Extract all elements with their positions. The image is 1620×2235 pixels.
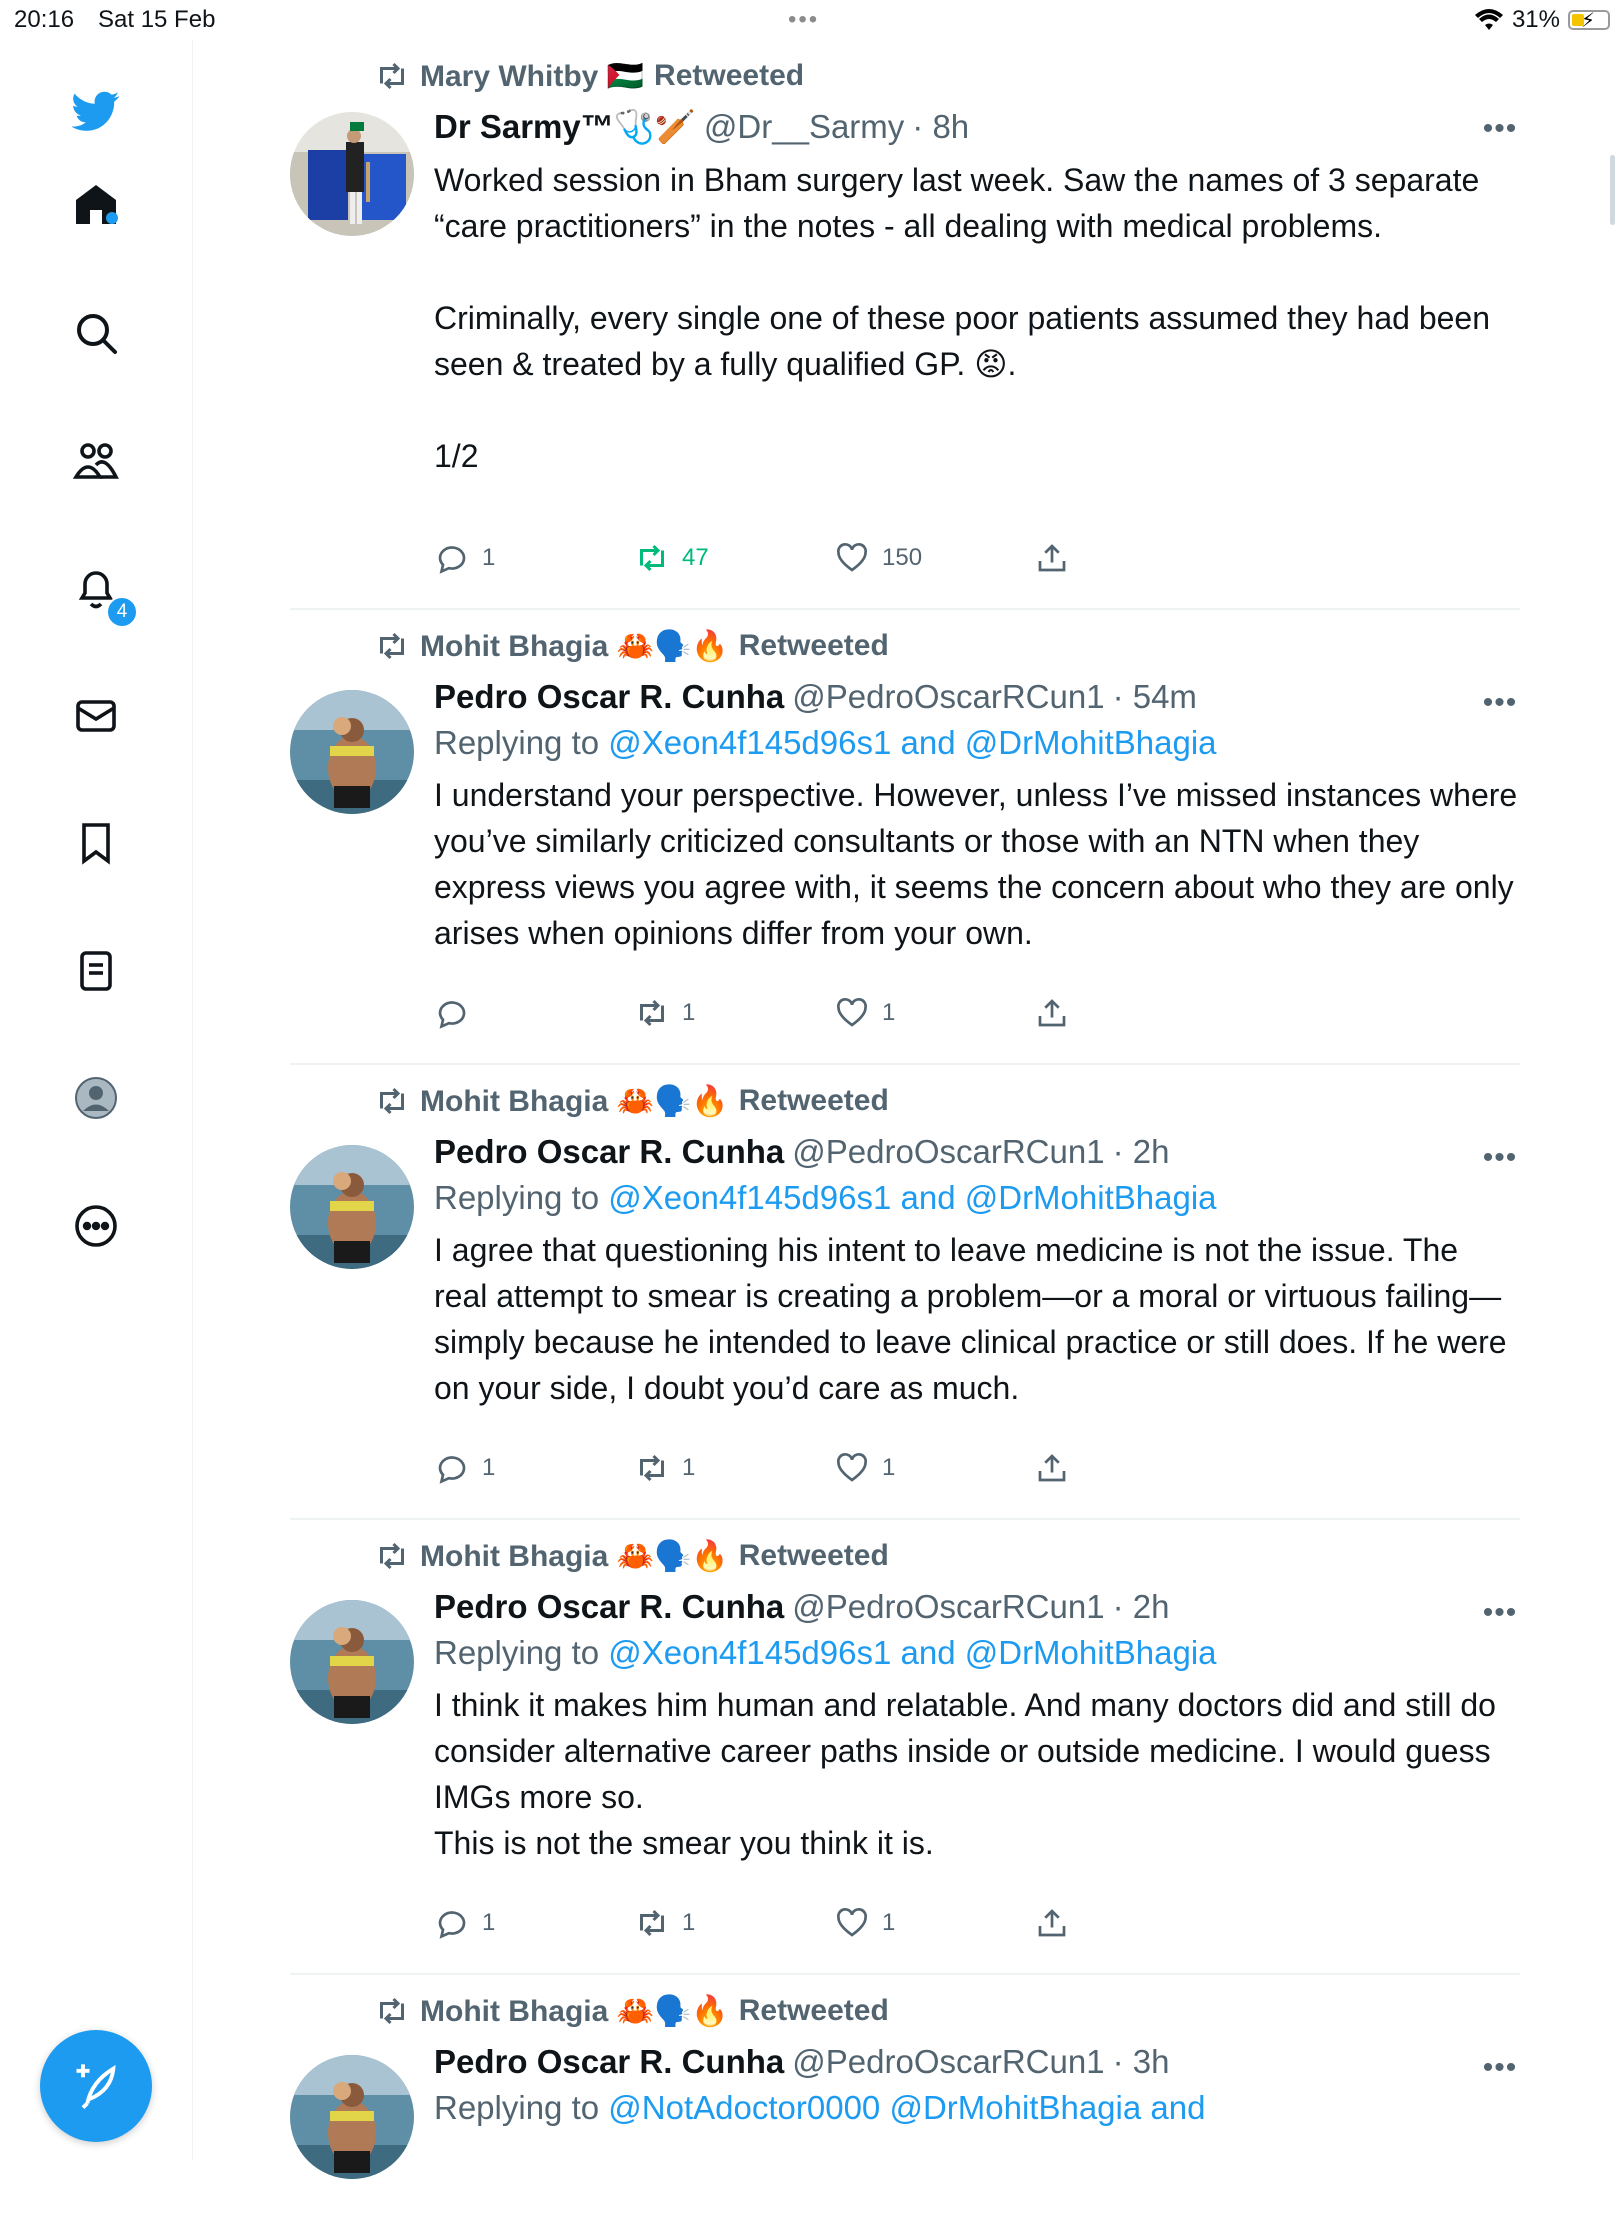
reply-button[interactable]: [434, 1905, 634, 1941]
battery-percent: 31%: [1511, 6, 1560, 33]
profile-icon[interactable]: [70, 1072, 122, 1124]
author-handle[interactable]: @PedroOscarRCun1: [792, 678, 1105, 715]
like-button[interactable]: [834, 1905, 1034, 1941]
retweet-context: [374, 1993, 889, 2029]
reply-icon: [434, 1450, 470, 1486]
like-count: 1: [882, 1909, 896, 1936]
tweet-more-icon[interactable]: •••: [1482, 1141, 1518, 1174]
reply-targets-link[interactable]: @Xeon4f145d96s1 and @DrMohitBhagia: [608, 1634, 1217, 1671]
avatar[interactable]: [290, 112, 414, 236]
reply-button[interactable]: [434, 1450, 634, 1486]
avatar[interactable]: [290, 1145, 414, 1269]
twitter-logo-icon[interactable]: [70, 85, 122, 137]
compose-icon: [70, 2060, 122, 2112]
retweet-count: 1: [682, 999, 696, 1026]
reply-count: 1: [482, 1909, 496, 1936]
tweet-actions: [434, 995, 1234, 1031]
more-icon[interactable]: [70, 1200, 122, 1252]
tweet[interactable]: [290, 1065, 1520, 1520]
tweet-time[interactable]: · 2h: [1112, 1588, 1170, 1625]
tweet-header: [434, 2043, 1520, 2081]
like-count: 150: [882, 544, 923, 571]
author-handle[interactable]: @Dr__Sarmy: [703, 108, 905, 145]
retweet-icon: [634, 540, 670, 576]
tweet-time[interactable]: · 54m: [1112, 678, 1197, 715]
like-button[interactable]: [834, 995, 1034, 1031]
tweet-content: [434, 2043, 1520, 2127]
tweet-header: [434, 108, 1520, 147]
communities-icon[interactable]: [70, 435, 122, 487]
replying-to-label: Replying to: [434, 724, 600, 761]
tweet-text: I think it makes him human and relatable. And many doctors did and still do consider alternative career paths inside or outside medicine. I would guess IMGs more so. This is not the smear you think it is.: [434, 1687, 1496, 1861]
retweet-icon: [634, 1905, 670, 1941]
replying-to-label: Replying to: [434, 1634, 600, 1671]
share-icon: [1034, 995, 1070, 1031]
tweet[interactable]: [290, 1520, 1520, 1975]
heart-icon: [834, 540, 870, 576]
status-bar: [0, 0, 1620, 40]
bookmarks-icon[interactable]: [70, 817, 122, 869]
tweet[interactable]: [290, 40, 1520, 610]
tweet-more-icon[interactable]: •••: [1482, 1596, 1518, 1629]
reply-count: 1: [482, 544, 496, 571]
reply-icon: [434, 995, 470, 1031]
replying-to: [434, 1634, 1520, 1672]
like-button[interactable]: [834, 540, 1034, 576]
reply-count: 1: [482, 1454, 496, 1481]
share-button[interactable]: [1034, 540, 1234, 576]
retweet-context: [374, 1083, 889, 1119]
retweet-button[interactable]: [634, 1450, 834, 1486]
retweet-icon: [374, 628, 410, 664]
tweet-more-icon[interactable]: •••: [1482, 112, 1518, 145]
retweet-icon: [374, 58, 410, 94]
author-handle[interactable]: @PedroOscarRCun1: [792, 1133, 1105, 1170]
retweeted-label: Retweeted: [738, 1084, 889, 1117]
wifi-icon: [1474, 8, 1504, 32]
retweet-count: 1: [682, 1909, 696, 1936]
scrollbar[interactable]: [1610, 155, 1615, 225]
retweet-context: [374, 1538, 889, 1574]
tweet-actions: [434, 1905, 1234, 1941]
tweet-header: [434, 1588, 1520, 1626]
retweeted-label: Retweeted: [654, 59, 805, 92]
lists-icon[interactable]: [70, 945, 122, 997]
retweet-button[interactable]: [634, 995, 834, 1031]
author-name[interactable]: Pedro Oscar R. Cunha: [434, 1133, 785, 1170]
tweet-more-icon[interactable]: •••: [1482, 686, 1518, 719]
sidebar: [0, 40, 193, 2160]
tweet-time[interactable]: · 2h: [1112, 1133, 1170, 1170]
reply-button[interactable]: [434, 995, 634, 1031]
messages-icon[interactable]: [70, 690, 122, 742]
retweeter-name[interactable]: Mohit Bhagia 🦀🗣️🔥: [420, 1994, 729, 2028]
retweet-button[interactable]: [634, 1905, 834, 1941]
timeline: [290, 40, 1527, 2235]
status-time: 20:16: [14, 6, 75, 33]
tweet[interactable]: [290, 1975, 1520, 2235]
status-date: Sat 15 Feb: [98, 6, 216, 33]
reply-button[interactable]: [434, 540, 634, 576]
search-icon[interactable]: [70, 307, 122, 359]
retweet-icon: [634, 1450, 670, 1486]
retweeter-name[interactable]: Mary Whitby 🇵🇸: [420, 59, 645, 93]
reply-targets-link[interactable]: @NotAdoctor0000 @DrMohitBhagia and: [608, 2089, 1206, 2126]
replying-to: [434, 724, 1520, 762]
retweeted-label: Retweeted: [738, 1539, 889, 1572]
avatar[interactable]: [290, 1600, 414, 1724]
retweet-icon: [374, 1083, 410, 1119]
replying-to: [434, 2089, 1520, 2127]
like-count: 1: [882, 999, 896, 1026]
retweeter-name[interactable]: Mohit Bhagia 🦀🗣️🔥: [420, 629, 729, 663]
reply-targets-link[interactable]: @Xeon4f145d96s1 and @DrMohitBhagia: [608, 724, 1217, 761]
avatar[interactable]: [290, 2055, 414, 2179]
retweet-count: 1: [682, 1454, 696, 1481]
author-handle[interactable]: @PedroOscarRCun1: [792, 2043, 1105, 2080]
tweet-content: [434, 678, 1527, 956]
heart-icon: [834, 995, 870, 1031]
tweet-actions: [434, 1450, 1234, 1486]
retweeter-name[interactable]: Mohit Bhagia 🦀🗣️🔥: [420, 1539, 729, 1573]
tweet-text: I understand your perspective. However, unless I’ve missed instances where you’ve similarly criticized consultants or those with an NTN when they express views you agree with, it seems the concern about who they are only arises when opinions differ from your own.: [434, 777, 1527, 951]
author-name[interactable]: Pedro Oscar R. Cunha: [434, 678, 785, 715]
retweeted-label: Retweeted: [738, 629, 889, 662]
replying-to: [434, 1179, 1520, 1217]
share-icon: [1034, 1905, 1070, 1941]
retweet-count: 47: [682, 544, 709, 571]
tweet-content: [434, 1588, 1520, 1866]
like-count: 1: [882, 1454, 896, 1481]
tweet-header: [434, 1133, 1520, 1171]
like-button[interactable]: [834, 1450, 1034, 1486]
heart-icon: [834, 1450, 870, 1486]
multitasking-dots-icon[interactable]: •••: [788, 6, 820, 33]
retweet-button[interactable]: [634, 540, 834, 576]
tweet-time[interactable]: · 3h: [1112, 2043, 1170, 2080]
retweet-context: [374, 628, 889, 664]
share-icon: [1034, 540, 1070, 576]
compose-button[interactable]: [40, 2030, 152, 2142]
author-handle[interactable]: @PedroOscarRCun1: [792, 1588, 1105, 1625]
tweet-more-icon[interactable]: •••: [1482, 2051, 1518, 2084]
retweet-icon: [374, 1993, 410, 2029]
author-name[interactable]: Pedro Oscar R. Cunha: [434, 1588, 785, 1625]
share-button[interactable]: [1034, 995, 1234, 1031]
retweet-context: [374, 58, 804, 94]
author-name[interactable]: Dr Sarmy™🩺🏏: [434, 108, 696, 145]
home-unread-dot: [106, 212, 118, 224]
tweet-time[interactable]: · 8h: [912, 108, 970, 145]
replying-to-label: Replying to: [434, 1179, 600, 1216]
reply-icon: [434, 1905, 470, 1941]
tweet-content: [434, 108, 1520, 479]
tweet-header: [434, 678, 1520, 716]
tweet-actions: [434, 540, 1234, 576]
share-icon: [1034, 1450, 1070, 1486]
tweet-text: I agree that questioning his intent to leave medicine is not the issue. The real attempt to smear is creating a problem—or a moral or virtuous failing—simply because he intended to leave clinical practice or still does. If he were on your side, I doubt you’d care as much.: [434, 1232, 1516, 1406]
tweet[interactable]: [290, 610, 1527, 1065]
retweet-icon: [374, 1538, 410, 1574]
heart-icon: [834, 1905, 870, 1941]
author-name[interactable]: Pedro Oscar R. Cunha: [434, 2043, 785, 2080]
share-button[interactable]: [1034, 1905, 1234, 1941]
share-button[interactable]: [1034, 1450, 1234, 1486]
retweeted-label: Retweeted: [738, 1994, 889, 2027]
tweet-content: [434, 1133, 1520, 1411]
replying-to-label: Replying to: [434, 2089, 600, 2126]
retweet-icon: [634, 995, 670, 1031]
reply-targets-link[interactable]: @Xeon4f145d96s1 and @DrMohitBhagia: [608, 1179, 1217, 1216]
battery-icon: ⚡: [1568, 10, 1610, 30]
tweet-text: Worked session in Bham surgery last week. Saw the names of 3 separate “care practitioners” in the notes - all dealing with medical problems. Criminally, every single one of these poor patients assumed they had been seen & treated by a fully qualified GP. 😡. 1/2: [434, 162, 1491, 474]
notifications-badge: 4: [106, 596, 138, 628]
avatar[interactable]: [290, 690, 414, 814]
retweeter-name[interactable]: Mohit Bhagia 🦀🗣️🔥: [420, 1084, 729, 1118]
reply-icon: [434, 540, 470, 576]
